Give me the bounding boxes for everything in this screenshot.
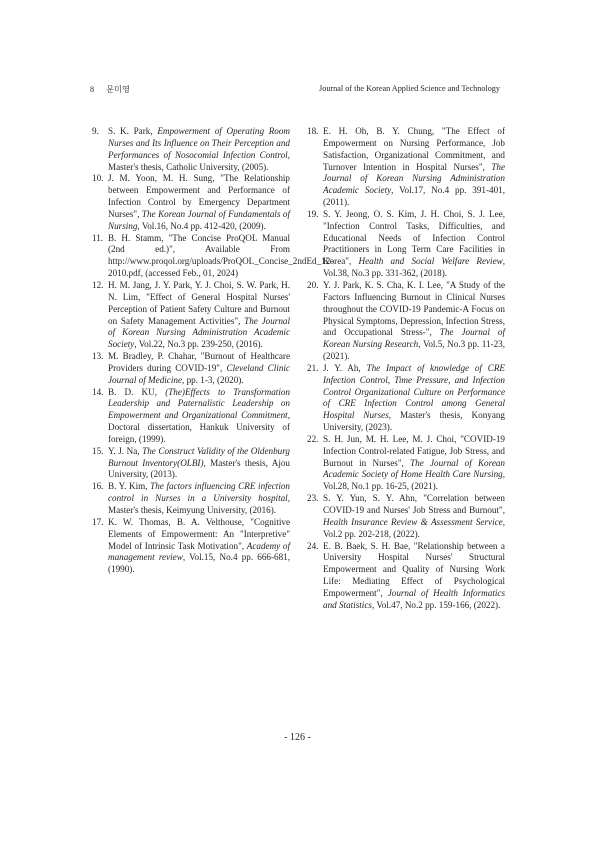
reference-source-title: The Construct Validity of the Oldenburg Burnout Inventory(OLBI) — [108, 445, 290, 468]
reference-number: 13. — [92, 351, 104, 362]
reference-item — [307, 126, 505, 209]
reference-number: 10. — [92, 173, 104, 184]
reference-source-title: Journal of Health Informatics and Statistics — [323, 587, 505, 610]
reference-item — [92, 232, 334, 280]
reference-text: E. B. Baek, S. H. Bae, "Relationship between a University Hospital Nurses' Structural Empowerment and Quality of Nursing Work Life: Mediating Effect of Psychological Empowerment", Journal of Health Informatics and Statistics, Vol.47, No.2 pp. 159-166, (2022). — [323, 540, 505, 610]
header-left — [90, 84, 130, 95]
reference-source-title: Academy of management review — [108, 540, 290, 563]
reference-text: Y. J. Na, The Construct Validity of the Oldenburg Burnout Inventory(OLBI), Master's thesis, Ajou University, (2013). — [108, 445, 290, 480]
reference-text: B. D. KU, (The)Effects to Transformation Leadership and Paternalistic Leadership on Empowerment and Organizational Commitment, Doctoral dissertation, Hankuk University of foreign, (1999). — [108, 386, 290, 444]
reference-text: E. H. Oh, B. Y. Chung, "The Effect of Empowerment on Nursing Performance, Job Satisfaction, Organizational Commitment, and Turnover Intention in Hospital Nurses", The Journal of Korean Nursing Administration Academic Society, Vol.17, No.4 pp. 391-401, (2011). — [323, 126, 505, 208]
running-header — [90, 84, 500, 98]
reference-item — [307, 434, 505, 493]
reference-number: 23. — [307, 493, 319, 504]
reference-number: 24. — [307, 540, 319, 551]
reference-item — [92, 387, 290, 446]
reference-text: J. M. Yoon, M. H. Sung, "The Relationship between Empowerment and Performance of Infection Control by Emergency Department Nurses", The Korean Journal of Fundamentals of Nursing, Vol.16, No.4 pp. 412-420, (2009). — [108, 173, 290, 231]
reference-text: H. M. Jang, J. Y. Park, Y. J. Choi, S. W. Park, H. N. Lim, "Effect of General Hospital Nurses' Perception of Patient Safety Culture and Burnout on Safety Management Activities", The Journal of Korean Nursing Administration Academic Society, Vol.22, No.3 pp. 239-250, (2016). — [108, 279, 290, 350]
reference-item — [307, 209, 505, 280]
reference-item — [92, 280, 290, 351]
reference-number: 20. — [307, 279, 319, 290]
reference-item — [92, 481, 290, 517]
reference-source-title: The Impact of knowledge of CRE Infection Control, Time Pressure, and Infection Control Organizational Culture on Performance of CRE Infection Control among General Hospital Nurses — [323, 362, 505, 421]
reference-source-title: (The)Effects to Transformation Leadership and Paternalistic Leadership on Empowerment and Organizational Commitment — [108, 386, 290, 421]
reference-item — [92, 173, 290, 232]
header-journal-title: Journal of the Korean Applied Science and Technology — [319, 84, 500, 93]
header-page-number: 8 — [90, 85, 95, 94]
reference-source-title: Cleveland Clinic Journal of Medicine — [108, 362, 290, 385]
reference-source-title: The Journal of Korean Nursing Administration Academic Society — [108, 315, 290, 350]
reference-text: Y. J. Park, K. S. Cha, K. I. Lee, "A Study of the Factors Influencing Burnout in Clinical Nurses throughout the COVID-19 Pandemic-A Focus on Physical Symptoms, Depression, Infection Stress, and Occupational Stress-", The Journal of Korean Nursing Research, Vol.5, No.3 pp. 11-23, (2021). — [323, 279, 505, 362]
reference-source-title: Empowerment of Operating Room Nurses and Its Influence on Their Perception and Performances of Nosocomial Infection Control — [108, 126, 290, 160]
reference-item — [92, 126, 290, 173]
reference-number: 11. — [92, 232, 104, 243]
reference-text: S. K. Park, Empowerment of Operating Room Nurses and Its Influence on Their Perception and Performances of Nosocomial Infection Control, Master's thesis, Catholic University, (2005). — [108, 126, 290, 172]
reference-text: K. W. Thomas, B. A. Velthouse, "Cognitive Elements of Empowerment: An "Interpretive" Model of Intrinsic Task Motivation", Academy of management review, Vol.15, No.4 pp. 666-681, (1990). — [108, 516, 290, 575]
reference-source-title: Health and Social Welfare Review — [358, 256, 503, 267]
reference-number: 17. — [92, 516, 104, 527]
reference-text: S. Y. Yun, S. Y. Ahn, "Correlation between COVID-19 and Nurses' Job Stress and Burnout", Health Insurance Review & Assessment Service, Vol.2 pp. 202-218, (2022). — [323, 493, 505, 539]
reference-text: S. Y. Jeong, O. S. Kim, J. H. Choi, S. J. Lee, "Infection Control Tasks, Difficulties, and Educational Needs of Infection Control Practitioners in Long Term Care Facilities in Korea", Health and Social Welfare Review, Vol.38, No.3 pp. 331-362, (2018). — [323, 208, 505, 279]
reference-number: 21. — [307, 362, 319, 373]
reference-item — [92, 446, 290, 482]
reference-number: 14. — [92, 386, 104, 397]
reference-source-title: The Journal of Korean Nursing Research — [323, 327, 505, 350]
reference-number: 19. — [307, 208, 319, 219]
reference-item — [307, 280, 505, 363]
reference-number: 22. — [307, 433, 319, 444]
reference-source-title: Health Insurance Review & Assessment Service — [323, 516, 503, 527]
reference-source-title: The Korean Journal of Fundamentals of Nursing — [108, 208, 290, 231]
reference-text: B. H. Stamm, "The Concise ProQOL Manual (2nd ed.)", Available From http://www.proqol.org/uploads/ProQOL_Concise_2ndEd_12-2010.pdf, (accessed Feb., 01, 2024) — [108, 232, 334, 279]
reference-number: 15. — [92, 445, 104, 456]
reference-item — [307, 541, 505, 612]
reference-number: 9. — [92, 126, 99, 136]
references-right-column — [307, 126, 505, 612]
reference-source-title: The Journal of Korean Academic Society of Home Health Care Nursing — [323, 457, 505, 480]
page-footer: - 126 - — [284, 732, 311, 743]
reference-number: 12. — [92, 279, 104, 290]
reference-source-title: The factors influencing CRE infection control in Nurses in a University hospital — [108, 481, 290, 504]
reference-item — [92, 351, 290, 387]
reference-item — [307, 493, 505, 540]
reference-text: B. Y. Kim, The factors influencing CRE infection control in Nurses in a University hospital, Master's thesis, Keimyung University, (2016). — [108, 481, 290, 515]
reference-text: M. Bradley, P. Chahar, "Burnout of Healthcare Providers during COVID-19", Cleveland Clinic Journal of Medicine, pp. 1-3, (2020). — [108, 351, 290, 385]
reference-number: 16. — [92, 481, 104, 492]
reference-item — [92, 517, 290, 576]
reference-text: S. H. Jun, M. H. Lee, M. J. Choi, "COVID-19 Infection Control-related Fatigue, Job Stress, and Burnout in Nurses", The Journal of Korean Academic Society of Home Health Care Nursing, Vol.28, No.1 pp. 16-25, (2021). — [323, 433, 505, 492]
reference-source-title: The Journal of Korean Nursing Administration Academic Society — [323, 161, 505, 196]
reference-text: J. Y. Ah, The Impact of knowledge of CRE Infection Control, Time Pressure, and Infection Control Organizational Culture on Performance of CRE Infection Control among General Hospital Nurses, Master's thesis, Konyang University, (2023). — [323, 362, 505, 433]
reference-number: 18. — [307, 126, 319, 136]
header-author: 문미영 — [106, 85, 130, 94]
reference-item — [307, 363, 505, 434]
